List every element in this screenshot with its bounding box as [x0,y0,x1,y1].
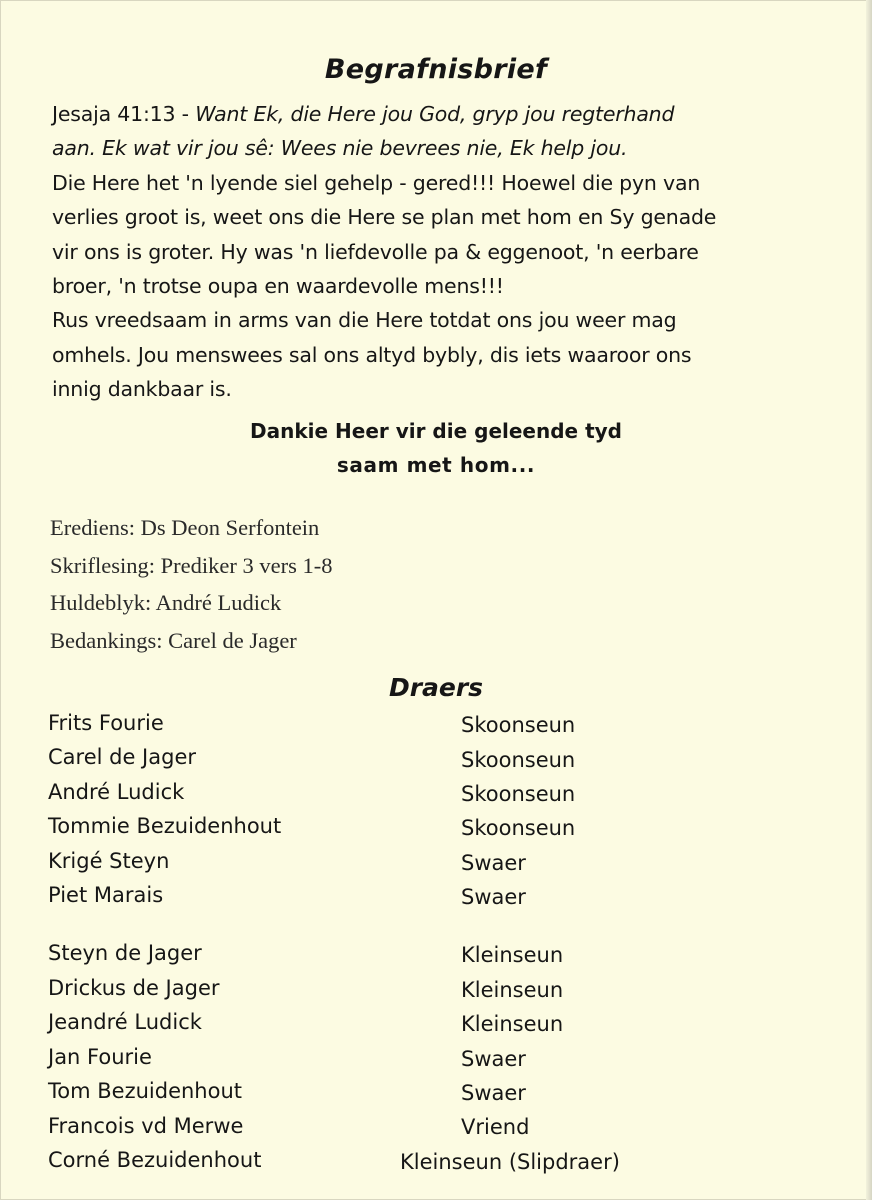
body-line: Rus vreedsaam in arms van die Here totdat ons jou weer mag [52,308,677,333]
bearer-name: Tom Bezuidenhout [48,1079,242,1103]
scripture-reference: Jesaja 41:13 - [52,102,196,126]
bearer-name: Jeandré Ludick [48,1010,202,1034]
body-line: verlies groot is, weet ons die Here se plan met hom en Sy genade [52,205,717,230]
service-details [50,509,650,659]
letter-body [52,97,842,407]
thanks-line-1: Dankie Heer vir die geleende tyd [250,419,622,443]
bearer-relation: Swaer [461,1047,526,1071]
bearer-relation: Skoonseun [461,748,576,772]
bearer-name: André Ludick [48,780,185,804]
bearer-relation: Kleinseun [461,943,564,967]
bearers-heading: Draers [388,673,484,702]
service-huldeblyk: Huldeblyk: André Ludick [50,590,282,615]
bearer-name: Jan Fourie [48,1045,152,1069]
bearer-relation: Vriend [461,1115,530,1139]
bearer-relation: Swaer [461,1081,526,1105]
bearer-name: Frits Fourie [48,711,164,735]
body-line: broer, 'n trotse oupa en waardevolle mens!!! [52,274,504,299]
bearer-name: Corné Bezuidenhout [48,1148,262,1172]
page-title: Begrafnisbrief [324,54,548,85]
scripture-quote-part-1: Want Ek, die Here jou God, gryp jou regterhand [195,102,675,126]
body-line: omhels. Jou menswees sal ons altyd bybly, dis iets waaroor ons [52,342,692,367]
thanks-line-2: saam met hom... [336,453,536,477]
bearer-relation: Skoonseun [461,782,576,806]
bearer-name: Piet Marais [48,883,164,907]
body-line: innig dankbaar is. [52,377,232,402]
bearer-name: Francois vd Merwe [48,1114,244,1138]
service-bedankings: Bedankings: Carel de Jager [50,627,297,653]
bearer-name: Steyn de Jager [48,941,202,965]
service-skriflesing: Skriflesing: Prediker 3 vers 1-8 [50,552,333,578]
bearer-relation: Skoonseun [461,816,576,840]
scripture-line-1 [52,97,842,131]
bearer-relation: Swaer [461,885,526,909]
paper-edge [866,0,872,1200]
scripture-quote-part-2: aan. Ek wat vir jou sê: Wees nie bevrees nie, Ek help jou. [52,136,628,161]
bearer-relation: Swaer [461,851,526,875]
bearer-name: Krigé Steyn [48,849,170,873]
body-line: Die Here het 'n lyende siel gehelp - gered!!! Hoewel die pyn van [52,170,701,195]
body-line: vir ons is groter. Hy was 'n liefdevolle pa & eggenoot, 'n eerbare [52,239,699,264]
scripture-line-2 [52,131,842,165]
bearer-relation: Kleinseun [461,1012,564,1036]
bearer-name: Drickus de Jager [48,976,220,1000]
bearer-name: Tommie Bezuidenhout [48,814,282,838]
service-erediens: Erediens: Ds Deon Serfontein [50,515,320,540]
bearer-name: Carel de Jager [48,745,197,769]
bearer-relation: Skoonseun [461,713,576,737]
bearer-relation: Kleinseun [461,978,564,1002]
bearer-relation: Kleinseun (Slipdraer) [400,1150,620,1174]
